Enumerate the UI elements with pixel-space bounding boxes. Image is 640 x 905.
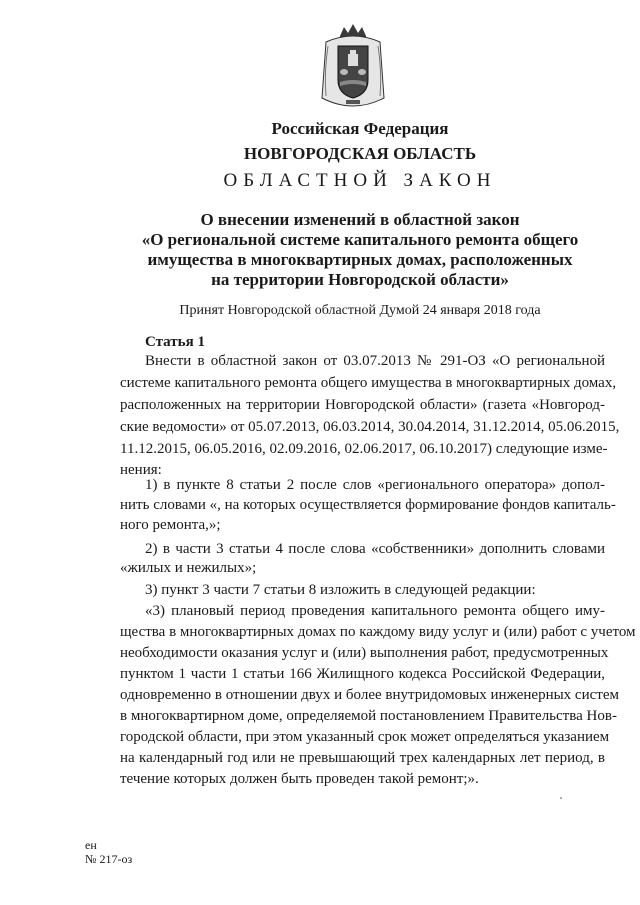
intro-line: расположенных на территории Новгородской области» (газета «Новгород- [120,397,605,413]
intro-line: системе капитального ремонта общего имущества в многоквартирных домах, [120,375,617,391]
quote-line: «3) плановый период проведения капитального ремонта общего иму- [145,603,605,619]
quote-line: одновременно в отношении двух и более внутридомовых инженерных систем [120,687,619,703]
intro-line: ские ведомости» от 05.07.2013, 06.03.2014, 30.04.2014, 31.12.2014, 05.06.2015, [120,419,620,435]
quote-line: в многоквартирном доме, определяемой постановлением Правительства Нов- [120,708,617,724]
quote-line: пунктом 1 части 1 статьи 166 Жилищного кодекса Российской Федерации, [120,666,605,682]
title-line: О внесении изменений в областной закон [200,210,520,229]
quote-line: течение которых должен быть проведен такой ремонт;». [120,771,479,787]
item-3-line: 3) пункт 3 части 7 статьи 8 изложить в следующей редакции: [145,582,536,598]
quote-line: на календарный год или не превышающий трех календарных лет период, в [120,750,605,766]
quote-line: щества в многоквартирных домах по каждому виду услуг и (или) работ с учетом [120,624,636,640]
footer-initials: ен [85,838,97,852]
title-line: на территории Новгородской области» [211,270,509,289]
item-1-line: нить словами «, на которых осуществляется формирование фондов капиталь- [120,497,616,513]
footer-number: № 217-оз [85,852,133,866]
title-line: имущества в многоквартирных домах, расположенных [147,250,573,269]
item-2-line: 2) в части 3 статьи 4 после слова «собственники» дополнить словами [145,541,605,557]
item-2-line: «жилых и нежилых»; [120,560,257,576]
quote-line: необходимости оказания услуг и (или) выполнения работ, предусмотренных [120,645,609,661]
article-heading: Статья 1 [145,334,205,350]
item-1-line: ного ремонта,»; [120,517,221,533]
law-type: ОБЛАСТНОЙ ЗАКОН [223,170,497,191]
country-name: Российская Федерация [271,119,449,138]
quote-line: городской области, при этом указанный срок может определяться указанием [120,729,610,745]
intro-line: Внести в областной закон от 03.07.2013 № 291-ОЗ «О региональной [145,353,605,369]
scan-speck [560,797,562,799]
title-line: «О региональной системе капитального ремонта общего [141,230,579,249]
intro-line: нения: [120,462,162,478]
region-name: НОВГОРОДСКАЯ ОБЛАСТЬ [243,144,477,163]
novgorod-coat-of-arms-icon [318,22,388,110]
adoption-note: Принят Новгородской областной Думой 24 января 2018 года [179,303,541,318]
item-1-line: 1) в пункте 8 статьи 2 после слов «регионального оператора» допол- [145,477,605,493]
intro-line: 11.12.2015, 06.05.2016, 02.09.2016, 02.06.2017, 06.10.2017) следующие изме- [120,441,608,457]
